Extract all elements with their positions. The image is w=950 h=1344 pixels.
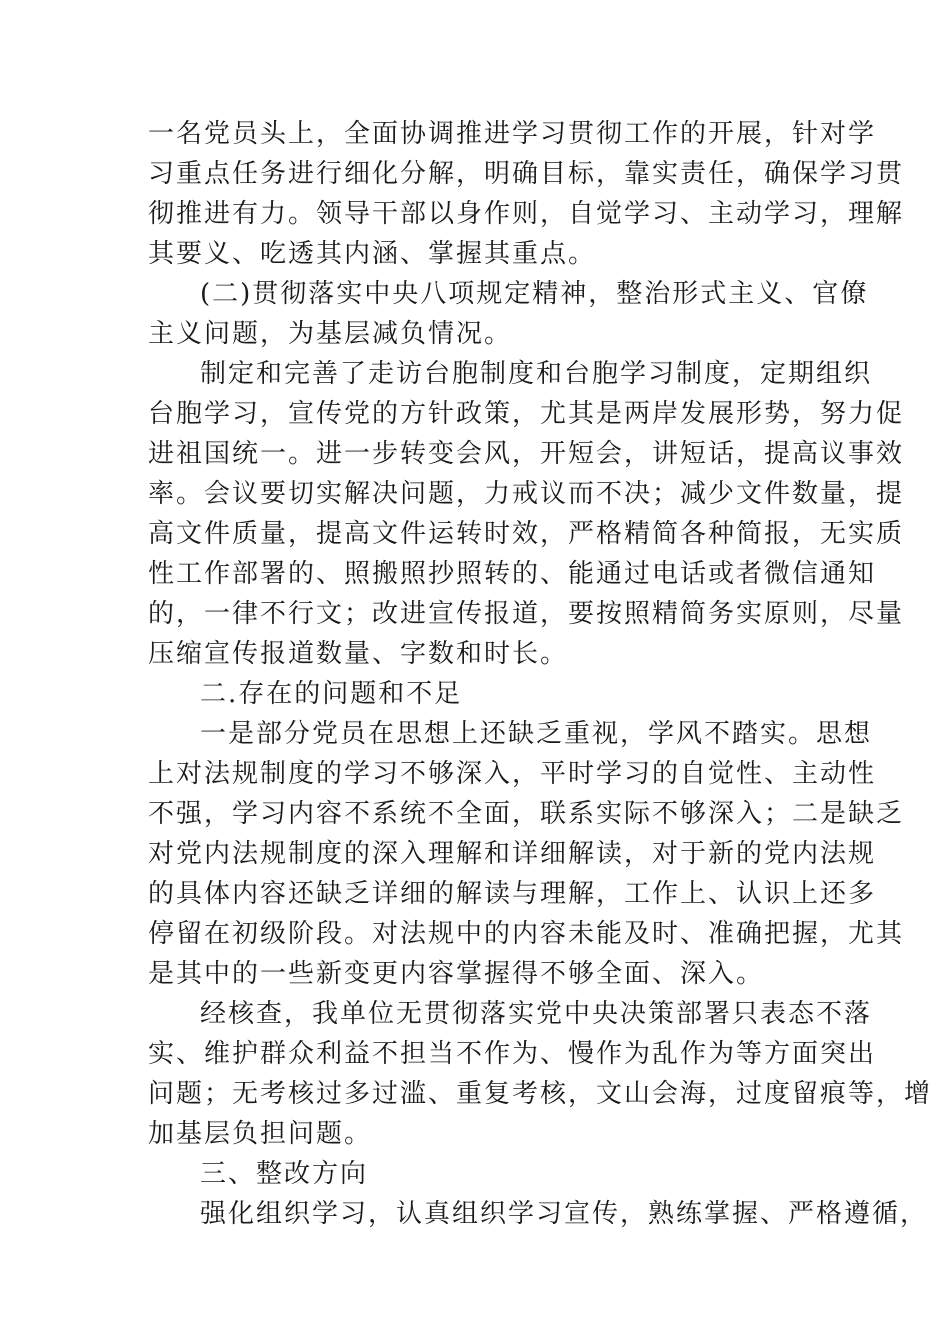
section-heading: 三、整改方向	[200, 1159, 369, 1189]
paragraph-start: 强化组织学习，认真组织学习宣传，熟练掌握、严格遵循，	[200, 1199, 929, 1229]
text-line: 的，一律不行文；改进宣传报道，要按照精简务实原则，尽量	[148, 599, 905, 629]
text-line: 彻推进有力。领导干部以身作则，自觉学习、主动学习，理解	[148, 199, 905, 229]
text-line: 上对法规制度的学习不够深入，平时学习的自觉性、主动性	[148, 759, 877, 789]
text-line: 其要义、吃透其内涵、掌握其重点。	[148, 239, 597, 269]
text-line: 加基层负担问题。	[148, 1119, 373, 1149]
text-line: 实、维护群众利益不担当不作为、慢作为乱作为等方面突出	[148, 1039, 877, 1069]
paragraph-start: 一是部分党员在思想上还缺乏重视，学风不踏实。思想	[200, 719, 873, 749]
text-line: 的具体内容还缺乏详细的解读与理解，工作上、认识上还多	[148, 879, 877, 909]
text-line: 不强，学习内容不系统不全面，联系实际不够深入；二是缺乏	[148, 799, 905, 829]
paragraph-start: 经核查，我单位无贯彻落实党中央决策部署只表态不落	[200, 999, 873, 1029]
text-line: 高文件质量，提高文件运转时效，严格精简各种简报，无实质	[148, 519, 905, 549]
text-line: 率。会议要切实解决问题，力戒议而不决；减少文件数量，提	[148, 479, 905, 509]
text-line: 进祖国统一。进一步转变会风，开短会，讲短话，提高议事效	[148, 439, 905, 469]
paragraph-start: 制定和完善了走访台胞制度和台胞学习制度，定期组织	[200, 359, 873, 389]
text-line: 问题；无考核过多过滥、重复考核，文山会海，过度留痕等，增	[148, 1079, 933, 1109]
text-line: 习重点任务进行细化分解，明确目标，靠实责任，确保学习贯	[148, 159, 905, 189]
section-heading: (二)贯彻落实中央八项规定精神，整治形式主义、官僚	[200, 279, 869, 309]
text-line: 主义问题，为基层减负情况。	[148, 319, 513, 349]
text-line: 台胞学习，宣传党的方针政策，尤其是两岸发展形势，努力促	[148, 399, 905, 429]
text-line: 是其中的一些新变更内容掌握得不够全面、深入。	[148, 959, 765, 989]
section-heading: 二.存在的问题和不足	[200, 679, 463, 709]
text-line: 压缩宣传报道数量、字数和时长。	[148, 639, 569, 669]
text-line: 性工作部署的、照搬照抄照转的、能通过电话或者微信通知	[148, 559, 877, 589]
text-line: 一名党员头上，全面协调推进学习贯彻工作的开展，针对学	[148, 119, 877, 149]
text-line: 停留在初级阶段。对法规中的内容未能及时、准确把握，尤其	[148, 919, 905, 949]
text-line: 对党内法规制度的深入理解和详细解读，对于新的党内法规	[148, 839, 877, 869]
